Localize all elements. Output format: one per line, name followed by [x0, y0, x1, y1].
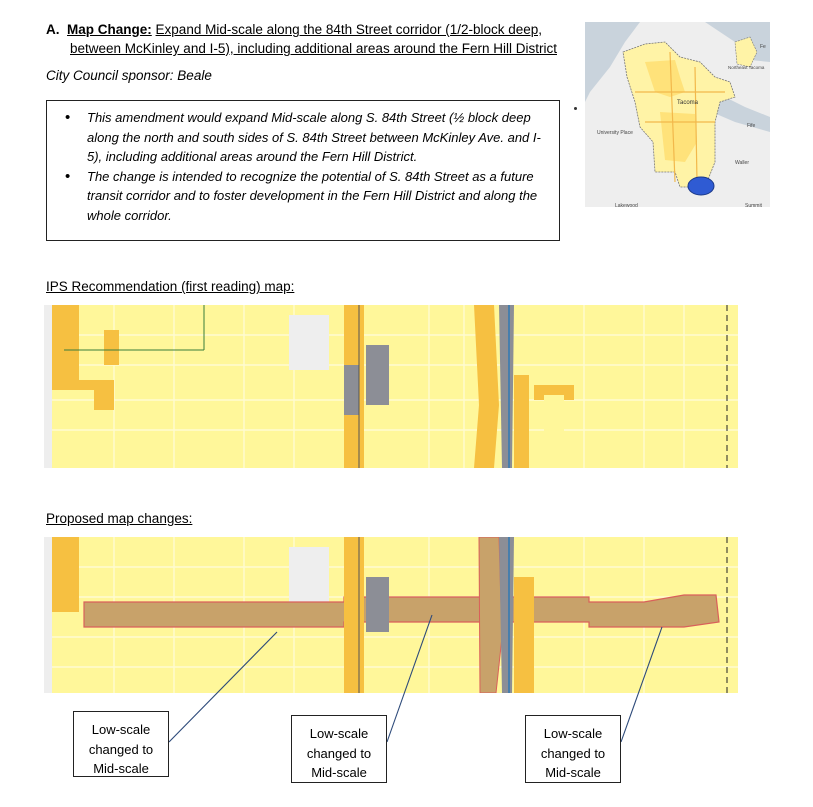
amendment-heading — [46, 20, 566, 58]
label-fife: Fife — [747, 123, 756, 129]
label-lakewood: Lakewood — [615, 203, 638, 207]
heading-title: Map Change: — [67, 22, 152, 37]
ips-recommendation-map — [44, 305, 738, 468]
summary-bullet-1: • This amendment would expand Mid-scale along S. 84th Street (½ block deep along the north and south sides of S. 84th Street between McKinley Ave. and I-5), including additional areas around the Fern Hill District. — [67, 108, 549, 167]
callout-box-2 — [291, 715, 387, 783]
label-waller: Waller — [735, 160, 749, 166]
callout-1-line-1: Low-scale — [91, 722, 151, 737]
page-dot — [574, 107, 577, 110]
section-letter: A. — [46, 22, 60, 37]
callout-box-3 — [525, 715, 621, 783]
callout-1-line-2: changed to — [88, 741, 154, 757]
callout-3-line-2: changed to — [540, 745, 606, 761]
summary-box — [46, 100, 560, 241]
council-sponsor: City Council sponsor: Beale — [46, 68, 212, 83]
callout-2-line-2: changed to — [306, 745, 372, 761]
callout-box-1 — [73, 711, 169, 777]
highlight-area — [688, 177, 714, 195]
label-summit: Summit — [745, 203, 762, 207]
callout-1-line-3: Mid-scale — [93, 761, 149, 776]
label-university-place: University Place — [597, 130, 633, 136]
label-fe: Fe — [760, 44, 766, 50]
label-northeast-tacoma: Northeast Tacoma — [728, 65, 765, 70]
proposed-map-label: Proposed map changes: — [46, 511, 193, 526]
locator-map — [585, 22, 770, 207]
proposed-changes-map — [44, 537, 738, 693]
ips-map-label: IPS Recommendation (first reading) map: — [46, 279, 295, 294]
callout-2-line-3: Mid-scale — [311, 765, 367, 780]
callout-3-line-3: Mid-scale — [545, 765, 601, 780]
summary-list — [67, 108, 549, 225]
callout-2-line-1: Low-scale — [309, 726, 369, 741]
label-tacoma: Tacoma — [677, 100, 699, 106]
heading-line1: Expand Mid-scale along the 84th Street corridor (1/2-block deep, — [155, 22, 543, 37]
summary-bullet-2: • The change is intended to recognize the potential of S. 84th Street as a future transit corridor and to foster development in the Fern Hill District and along the whole corridor. — [67, 167, 549, 226]
heading-line2: between McKinley and I-5), including additional areas around the Fern Hill District — [70, 41, 557, 56]
callout-3-line-1: Low-scale — [543, 726, 603, 741]
